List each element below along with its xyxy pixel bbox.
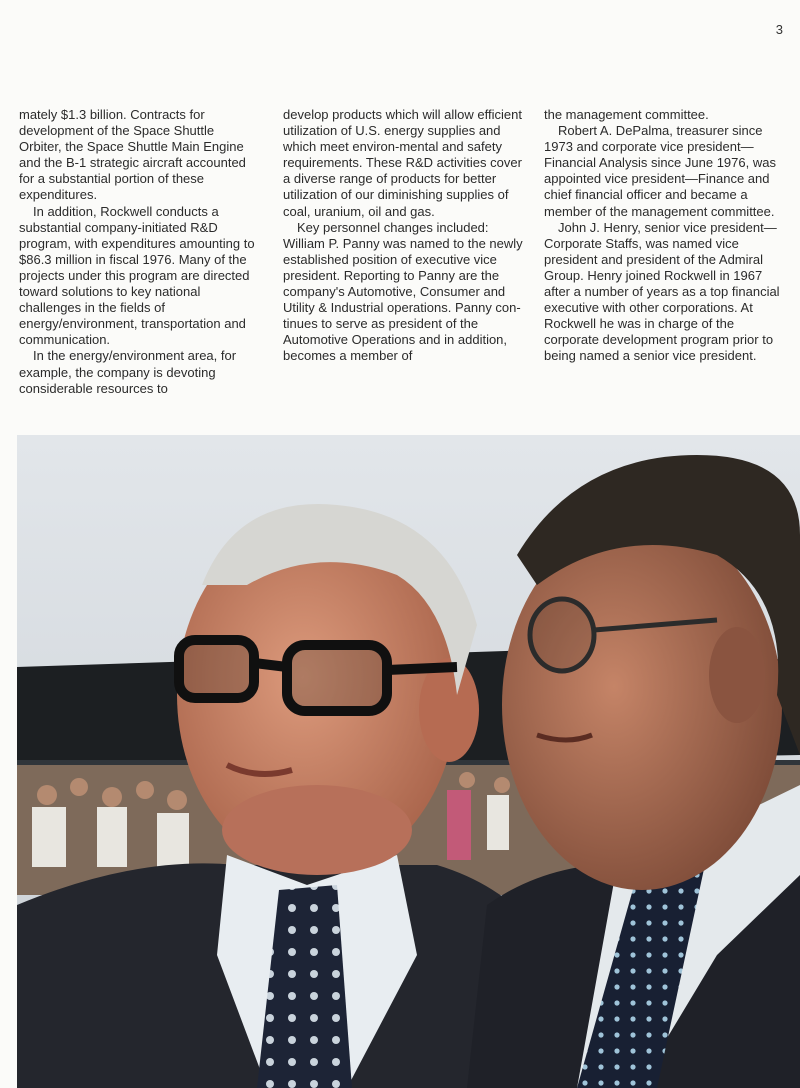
text-column-3 [544, 107, 784, 365]
paragraph: develop products which will allow efficient utilization of U.S. energy supplies and which meet environ-mental and safety requirements. These R&D activities cover a diverse range of products for better utilization of our diminishing supplies of coal, uranium, oil and gas. [283, 107, 522, 219]
text-column-1 [19, 107, 259, 397]
page-number: 3 [775, 22, 783, 37]
paragraph: In the energy/environment area, for example, the company is devoting considerable resources to [19, 348, 237, 396]
paragraph: In addition, Rockwell conducts a substantial company-initiated R&D program, with expenditures amounting to $86.3 million in fiscal 1976. Many of the projects under this program are directed toward solutions to key national challenges in the fields of energy/environment, transportation and communication. [19, 203, 255, 348]
executives-photo [17, 435, 800, 1088]
paragraph: mately $1.3 billion. Contracts for development of the Space Shuttle Orbiter, the Space Shuttle Main Engine and the B-1 strategic aircraft accounted for a substantial portion of these expenditures. [19, 107, 246, 203]
text-column-2 [283, 107, 523, 365]
paragraph: Robert A. DePalma, treasurer since 1973 and corporate vice president—Financial Analysis since June 1976, was appointed vice president—Finance and chief financial officer and became a member of the management committee. [544, 123, 776, 219]
paragraph: the management committee. [544, 107, 709, 122]
paragraph: John J. Henry, senior vice president—Corporate Staffs, was named vice president and president of the Admiral Group. Henry joined Rockwell in 1967 after a number of years as a top financial executive with other corporations. At Rockwell he was in charge of the corporate development program prior to being named a senior vice president. [544, 219, 780, 364]
paragraph: Key personnel changes included: William P. Panny was named to the newly established position of executive vice president. Reporting to Panny are the company's Automotive, Consumer and Utility & Industrial operations. Panny con-tinues to serve as president of the Automotive Operations and in addition, becomes a member of [283, 219, 523, 364]
